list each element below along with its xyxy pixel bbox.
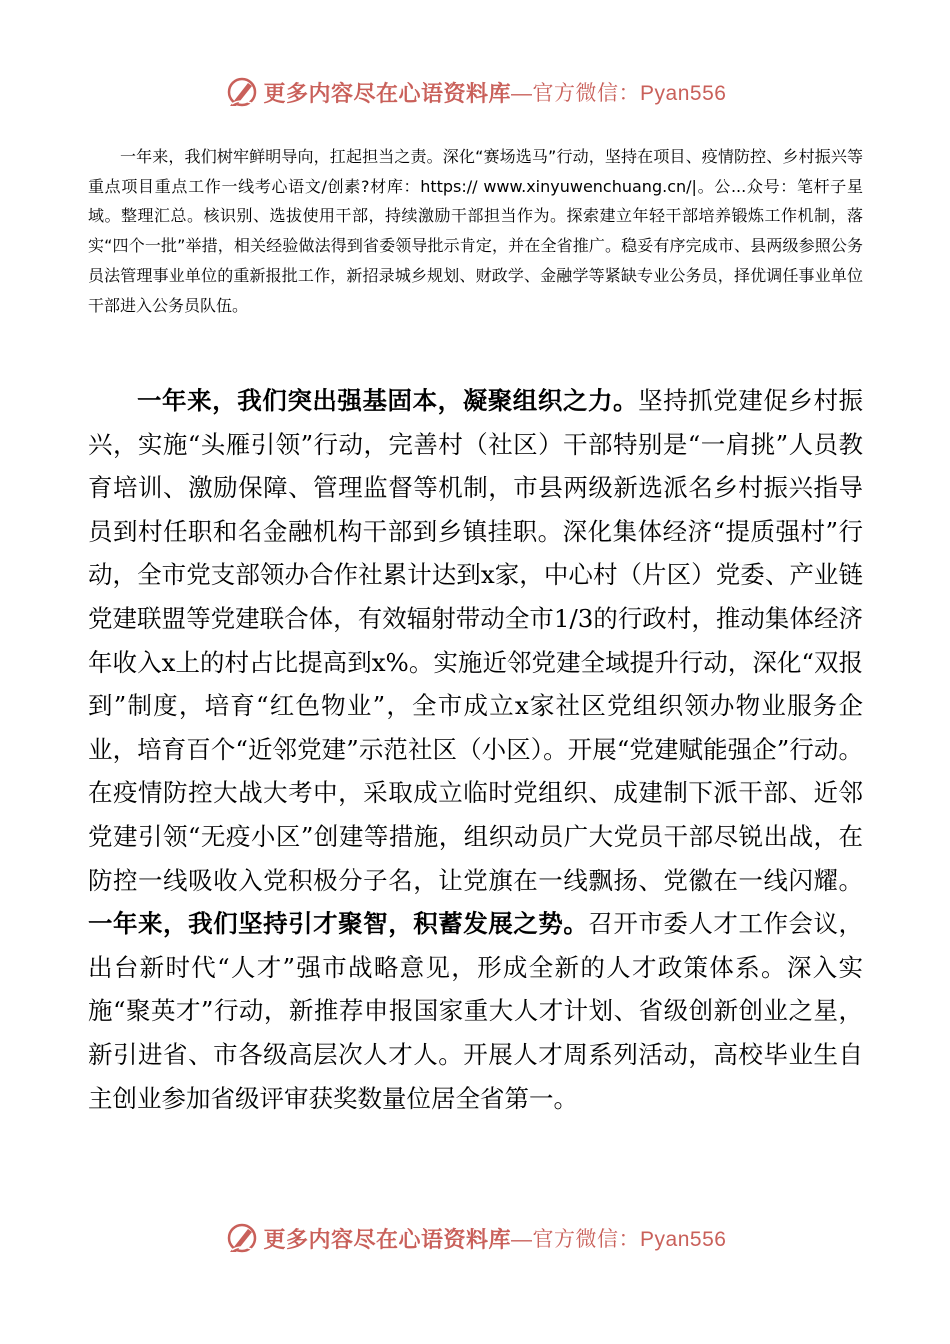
banner-contact: —官方微信：Pyan556	[511, 82, 727, 105]
banner-title: 更多内容尽在心语资料库	[263, 1226, 512, 1253]
footer-watermark	[0, 1218, 950, 1258]
pen-logo-icon	[224, 74, 260, 110]
pen-logo-icon	[224, 1220, 260, 1256]
banner-title: 更多内容尽在心语资料库	[263, 80, 512, 107]
header-watermark	[0, 72, 950, 112]
paragraph-2	[88, 379, 863, 1120]
paragraph-2-text-2: 召开市委人才工作会议，出台新时代“人才”强市战略意见，形成全新的人才政策体系。深入实施“聚英才”行动，新推荐申报国家重大人才计划、省级创新创业之星，新引进省、市各级高层次人才人。开展人才周系列活动，高校毕业生自主创业参加省级评审获奖数量位居全省第一。	[88, 909, 864, 1113]
banner-contact: —官方微信：Pyan556	[511, 1228, 727, 1251]
paragraph-2-lead-2: 一年来，我们坚持引才聚智，积蓄发展之势。	[88, 909, 589, 939]
paragraph-1: 一年来，我们树牢鲜明导向，扛起担当之责。深化“赛场选马”行动，坚持在项目、疫情防控、乡村振兴等重点项目重点工作一线考心语文/创素?材库：https:// www.xinyuwenchuang.cn/|。公...众号：笔杆子星域。整理汇总。核识别、选拔使用干部，持续激励干部担当作为。探索建立年轻干部培养锻炼工作机制，落实“四个一批”举措，相关经验做法得到省委领导批示肯定，并在全省推广。稳妥有序完成市、县两级参照公务员法管理事业单位的重新报批工作，新招录城乡规划、财政学、金融学等紧缺专业公务员，择优调任事业单位干部进入公务员队伍。	[88, 147, 863, 315]
paragraph-2-text: 坚持抓党建促乡村振兴，实施“头雁引领”行动，完善村（社区）干部特别是“一肩挑”人员教育培训、激励保障、管理监督等机制，市县两级新选派名乡村振兴指导员到村任职和名金融机构干部到乡镇挂职。深化集体经济“提质强村”行动，全市党支部领办合作社累计达到x家，中心村（片区）党委、产业链党建联盟等党建联合体，有效辐射带动全市1/3的行政村，推动集体经济年收入x上的村占比提高到x%。实施近邻党建全域提升行动，深化“双报到”制度，培育“红色物业”，全市成立x家社区党组织领办物业服务企业，培育百个“近邻党建”示范社区（小区）。开展“党建赋能强企”行动。在疫情防控大战大考中，采取成立临时党组织、成建制下派干部、近邻党建引领“无疫小区”创建等措施，组织动员广大党员干部尽锐出战，在防控一线吸收入党积极分子名，让党旗在一线飘扬、党徽在一线闪耀。	[88, 386, 864, 895]
paragraph-2-lead: 一年来，我们突出强基固本，凝聚组织之力。	[137, 386, 639, 415]
